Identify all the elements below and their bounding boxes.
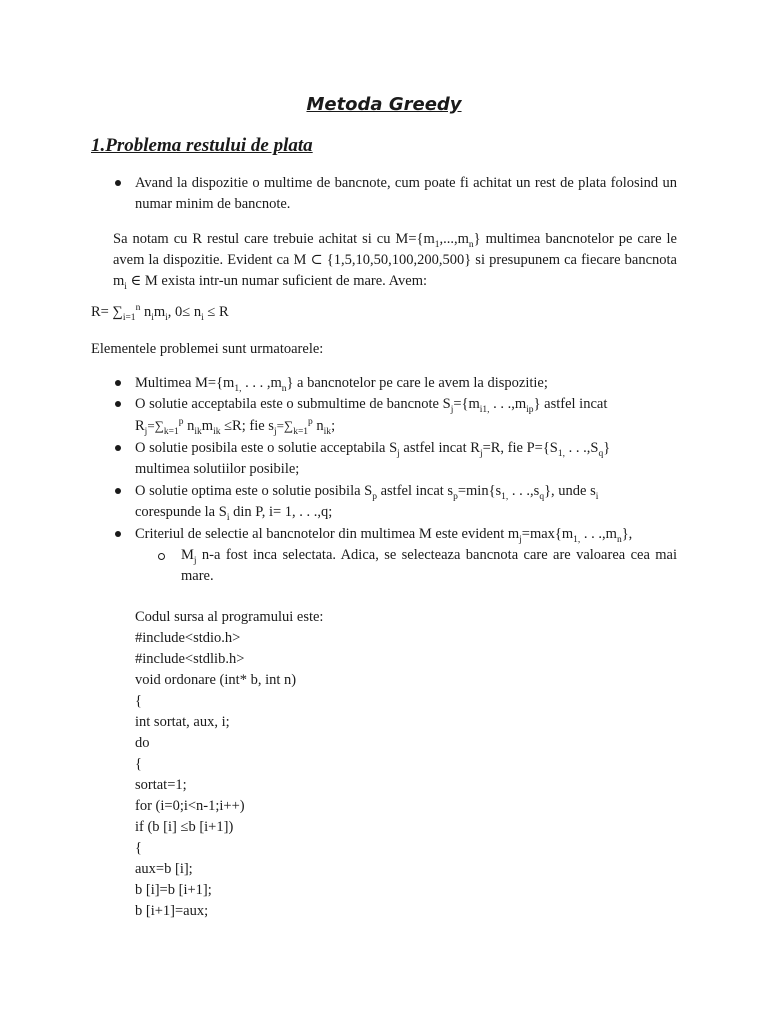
bullet-solutie-optima: O solutie optima este o solutie posibila $S_p$ astfel incat $s_p=\min\{s_{1,}$ . . $.,s_q$}, unde $s_i$ (135, 483, 599, 502)
bullet-solutie-posibila: O solutie posibila este o solutie acceptabila $S_j$ astfel incat $R_j=R$, fie $P=\{S_{1,}$ . . $.,S_q$} (135, 440, 611, 459)
code-line: #include<stdio.h> (135, 630, 241, 646)
bullet-marker (115, 445, 121, 451)
code-line: for (i=0;i<n-1;i++) (135, 798, 245, 814)
section-heading: 1.Problema restului de plata (91, 135, 313, 156)
elements-heading: Elementele problemei sunt urmatoarele: (91, 341, 324, 357)
bullet-marker (115, 380, 121, 386)
code-line: int sortat, aux, i; (135, 714, 230, 730)
intro-bullet-text: Avand la dispozitie o multime de bancnote, cum poate fi achitat un rest de plata folosind un numar minim de bancnote. (135, 175, 677, 212)
bullet-solutie-optima-line2: corespunde la $S_i$ din P, i= 1, . . .,q; (135, 504, 333, 523)
sub-bullet-marker (158, 553, 165, 560)
code-line: do (135, 735, 150, 751)
code-line: { (135, 693, 142, 709)
code-line: { (135, 840, 142, 856)
bullet-solutie-acceptabila-line2: $R_j=\sum_{k=1}^p$ $n_{ik}m_{ik} \le R$; fie $s_j=\sum_{k=1}^p$ $n_{ik}$; (135, 417, 336, 437)
bullet-marker (115, 401, 121, 407)
bullet-solutie-posibila-line2: multimea solutiilor posibile; (135, 461, 300, 477)
code-line: aux=b [i]; (135, 861, 193, 877)
code-intro: Codul sursa al programului este: (135, 609, 324, 625)
bullet-marker (115, 488, 121, 494)
bullet-multimea: Multimea $M=\{m_{1,}$ . . . $,m_n$} a bancnotelor pe care le avem la dispozitie; (135, 375, 548, 394)
code-line: void ordonare (int* b, int n) (135, 672, 297, 688)
code-line: b [i+1]=aux; (135, 903, 209, 919)
code-line: sortat=1; (135, 777, 187, 793)
bullet-marker (115, 180, 121, 186)
code-line: { (135, 756, 142, 772)
code-line: if (b [i] ≤b [i+1]) (135, 819, 234, 835)
bullet-marker (115, 531, 121, 537)
document-title: Metoda Greedy (306, 94, 462, 115)
formula-r: $R= \sum_{i=1}^n$ $n_im_i$, $0\le n_i \le R$ (91, 303, 229, 323)
bullet-criteriul: Criteriul de selectie al bancnotelor din multimea M este evident $m_j=\max\{m_{1,}$ . . $.,m_n$}, (135, 526, 633, 545)
sub-bullet-mj: $M_j$ n-a fost inca selectata. Adica, se selecteaza bancnota care are valoarea cea mai mare. (181, 547, 677, 584)
paragraph-notation: Sa notam cu R restul care trebuie achitat si cu $M=\{m_1,...,m_n\}$ multimea bancnotelor pe care le avem la dispozitie. Evident ca M ⊂ {1,5,10,50,100,200,500} si presupunem ca fiecare bancnota $m_i$ ∈ M exista intr-un numar suficient de mare. Avem: (113, 231, 677, 292)
code-line: #include<stdlib.h> (135, 651, 245, 667)
bullet-solutie-acceptabila: O solutie acceptabila este o submultime de bancnote $S_j=\{m_{i1,}$ . . $.,m_{ip}$} astfel incat (135, 396, 608, 415)
code-line: b [i]=b [i+1]; (135, 882, 212, 898)
